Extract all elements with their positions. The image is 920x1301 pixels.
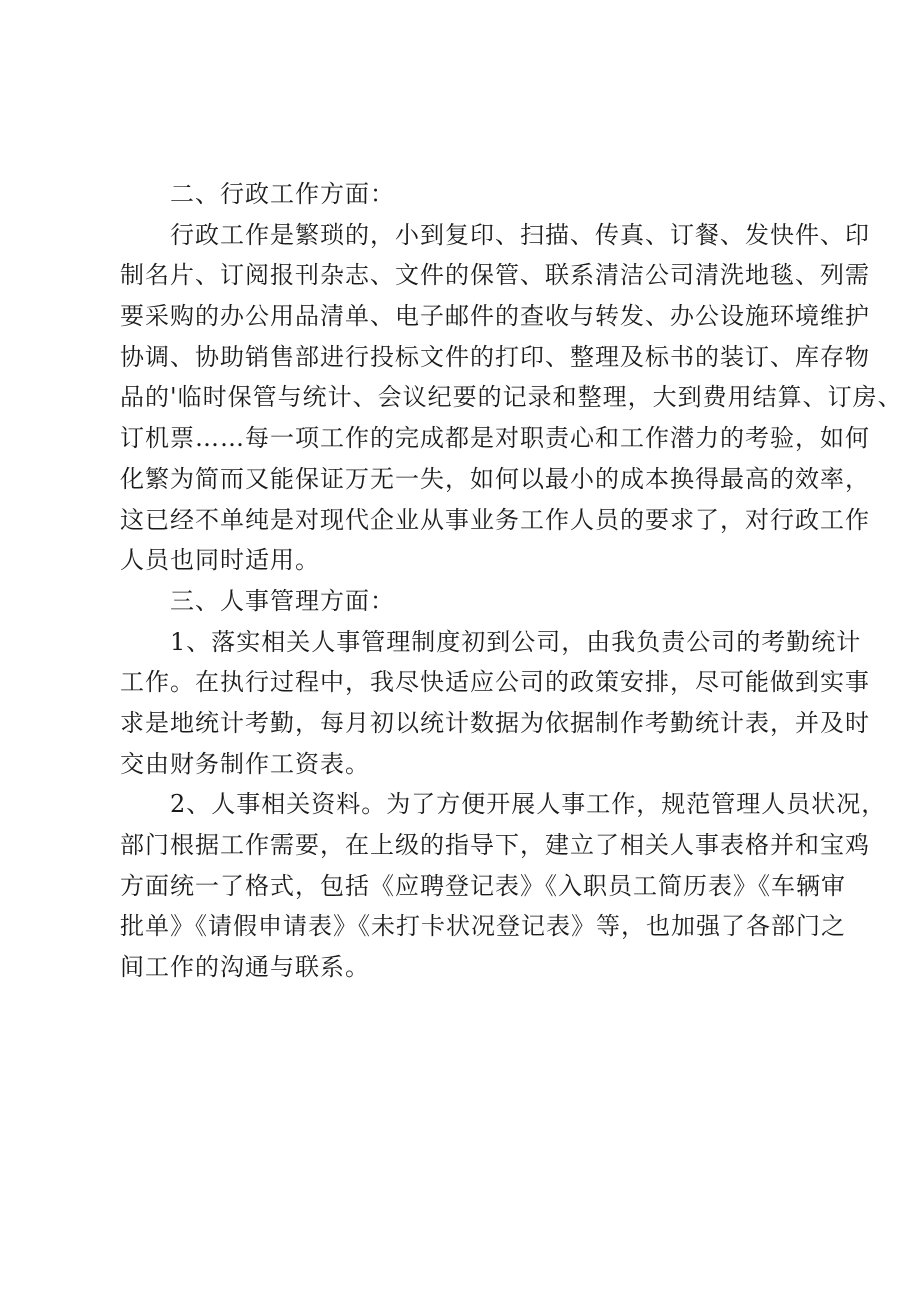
paragraph-line: 2、人事相关资料。为了方便开展人事工作，规范管理人员状况，: [170, 790, 887, 819]
paragraph-line: 方面统一了格式，包括《应聘登记表》《入职员工简历表》《车辆审: [120, 871, 846, 900]
paragraph-line: 交由财务制作工资表。: [120, 749, 370, 778]
paragraph-line: 要采购的办公用品清单、电子邮件的查收与转发、办公设施环境维护: [120, 302, 870, 331]
paragraph-line: 制名片、订阅报刊杂志、文件的保管、联系清洁公司清洗地毯、列需: [120, 261, 870, 290]
paragraph-line: 协调、协助销售部进行投标文件的打印、整理及标书的装订、库存物: [120, 342, 870, 371]
document-body: [120, 174, 903, 988]
paragraph-line: 1、落实相关人事管理制度初到公司，由我负责公司的考勤统计: [170, 627, 862, 656]
paragraph-line: 人员也同时适用。: [120, 546, 320, 575]
paragraph-line: 行政工作是繁琐的，小到复印、扫描、传真、订餐、发快件、印: [170, 220, 870, 249]
paragraph-line: 求是地统计考勤，每月初以统计数据为依据制作考勤统计表，并及时: [120, 708, 870, 737]
paragraph-line: 部门根据工作需要，在上级的指导下，建立了相关人事表格并和宝鸡: [120, 831, 870, 859]
paragraph-line: 化繁为简而又能保证万无一失，如何以最小的成本换得最高的效率，: [120, 464, 870, 493]
paragraph-line: 订机票……每一项工作的完成都是对职责心和工作潜力的考验，如何: [120, 424, 870, 453]
paragraph-line: 这已经不单纯是对现代企业从事业务工作人员的要求了，对行政工作: [120, 505, 870, 534]
section-heading-administration: 二、行政工作方面：: [170, 180, 395, 208]
paragraph-line: 批单》《请假申请表》《未打卡状况登记表》等，也加强了各部门之: [120, 912, 846, 941]
paragraph-line: 间工作的沟通与联系。: [120, 953, 370, 982]
paragraph-line: 品的'临时保管与统计、会议纪要的记录和整理，大到费用结算、订房、: [120, 383, 903, 412]
section-heading-hr: 三、人事管理方面：: [170, 586, 395, 615]
paragraph-line: 工作。在执行过程中，我尽快适应公司的政策安排，尽可能做到实事: [120, 668, 870, 697]
